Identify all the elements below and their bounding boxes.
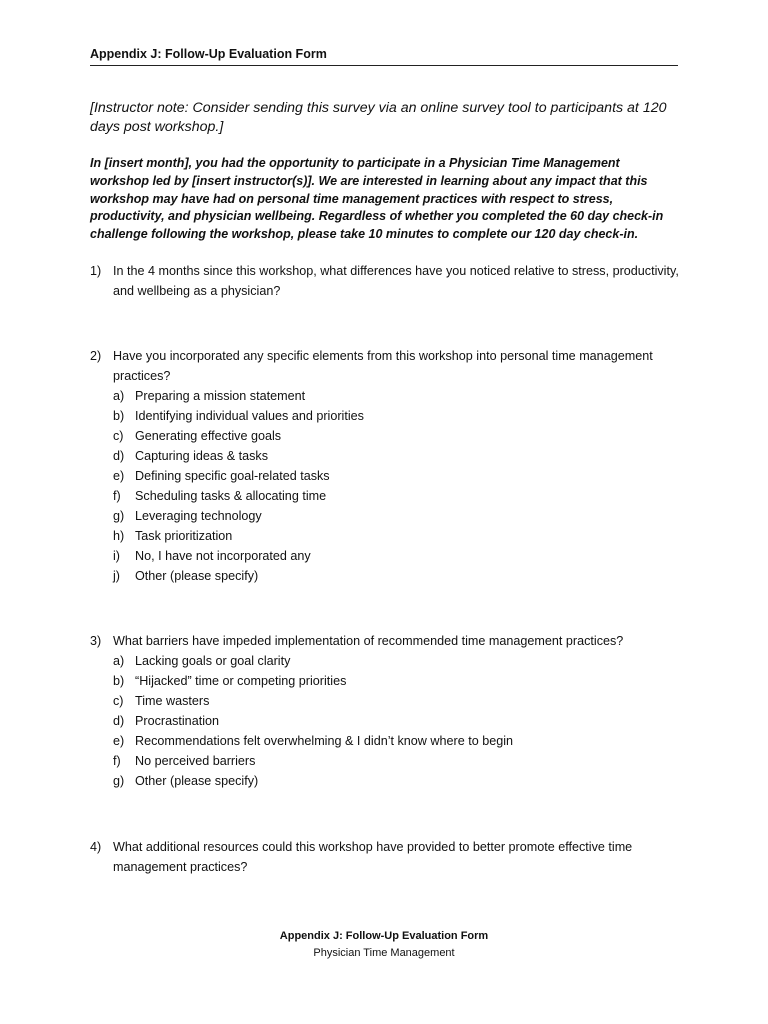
option-text: Leveraging technology	[135, 509, 262, 523]
page-footer	[0, 928, 768, 962]
option-letter: e)	[113, 734, 125, 748]
question-text: In the 4 months since this workshop, what differences have you noticed relative to stress, productivity, and wellbeing as a physician?	[113, 264, 679, 298]
option-list	[113, 651, 680, 791]
page-title: Appendix J: Follow-Up Evaluation Form	[90, 47, 327, 61]
option-text: Other (please specify)	[135, 774, 259, 788]
option-letter: g)	[113, 774, 125, 788]
option-item	[113, 771, 680, 791]
option-text: Lacking goals or goal clarity	[135, 654, 291, 668]
question-text: Have you incorporated any specific elements from this workshop into personal time management practices?	[113, 349, 653, 383]
question-1	[90, 261, 680, 301]
option-letter: b)	[113, 674, 125, 688]
option-item	[113, 731, 680, 751]
option-text: Generating effective goals	[135, 429, 282, 443]
option-letter: j)	[113, 569, 120, 583]
question-text: What barriers have impeded implementation of recommended time management practices?	[113, 634, 624, 648]
option-letter: a)	[113, 389, 125, 403]
survey-intro: In [insert month], you had the opportunity to participate in a Physician Time Management workshop led by [insert instructor(s)]. We are interested in learning about any impact that this workshop may have had on personal time management practices with respect to stress, productivity, and physician wellbeing. Regardless of whether you completed the 60 day check-in challenge following the workshop, please take 10 minutes to complete our 120 day check-in.	[90, 156, 664, 242]
option-letter: i)	[113, 549, 120, 563]
option-text: Preparing a mission statement	[135, 389, 306, 403]
option-text: No, I have not incorporated any	[135, 549, 311, 563]
option-item	[113, 546, 680, 566]
footer-title: Appendix J: Follow-Up Evaluation Form	[279, 930, 489, 942]
option-text: Other (please specify)	[135, 569, 259, 583]
option-letter: h)	[113, 529, 125, 543]
page-header	[90, 47, 678, 66]
option-letter: c)	[113, 694, 124, 708]
option-letter: d)	[113, 714, 125, 728]
option-text: Time wasters	[135, 694, 210, 708]
option-text: No perceived barriers	[135, 754, 256, 768]
question-text: What additional resources could this workshop have provided to better promote effective time management practices?	[113, 840, 633, 874]
option-item	[113, 671, 680, 691]
option-item	[113, 486, 680, 506]
option-text: Capturing ideas & tasks	[135, 449, 269, 463]
question-4	[90, 837, 680, 877]
option-text: Task prioritization	[135, 529, 233, 543]
question-2	[90, 346, 680, 586]
option-text: Scheduling tasks & allocating time	[135, 489, 327, 503]
option-text: Identifying individual values and priorities	[135, 409, 364, 423]
option-item	[113, 506, 680, 526]
option-letter: a)	[113, 654, 125, 668]
option-list	[113, 386, 680, 586]
option-letter: b)	[113, 409, 125, 423]
option-item	[113, 426, 680, 446]
option-text: Recommendations felt overwhelming & I didn’t know where to begin	[135, 734, 514, 748]
question-3	[90, 631, 680, 791]
option-item	[113, 566, 680, 586]
question-number: 4)	[90, 840, 102, 854]
option-text: Procrastination	[135, 714, 219, 728]
question-number: 3)	[90, 634, 102, 648]
footer-subtitle: Physician Time Management	[313, 947, 455, 959]
option-item	[113, 406, 680, 426]
option-item	[113, 691, 680, 711]
question-number: 1)	[90, 264, 102, 278]
option-letter: f)	[113, 754, 121, 768]
option-letter: f)	[113, 489, 121, 503]
option-item	[113, 466, 680, 486]
option-text: Defining specific goal-related tasks	[135, 469, 330, 483]
option-text: “Hijacked” time or competing priorities	[135, 674, 347, 688]
option-letter: e)	[113, 469, 125, 483]
option-item	[113, 651, 680, 671]
instructor-note: [Instructor note: Consider sending this survey via an online survey tool to participants at 120 days post workshop.]	[90, 100, 667, 135]
option-item	[113, 446, 680, 466]
option-item	[113, 386, 680, 406]
option-letter: g)	[113, 509, 125, 523]
question-number: 2)	[90, 349, 102, 363]
option-letter: c)	[113, 429, 124, 443]
option-item	[113, 751, 680, 771]
option-item	[113, 526, 680, 546]
option-letter: d)	[113, 449, 125, 463]
option-item	[113, 711, 680, 731]
